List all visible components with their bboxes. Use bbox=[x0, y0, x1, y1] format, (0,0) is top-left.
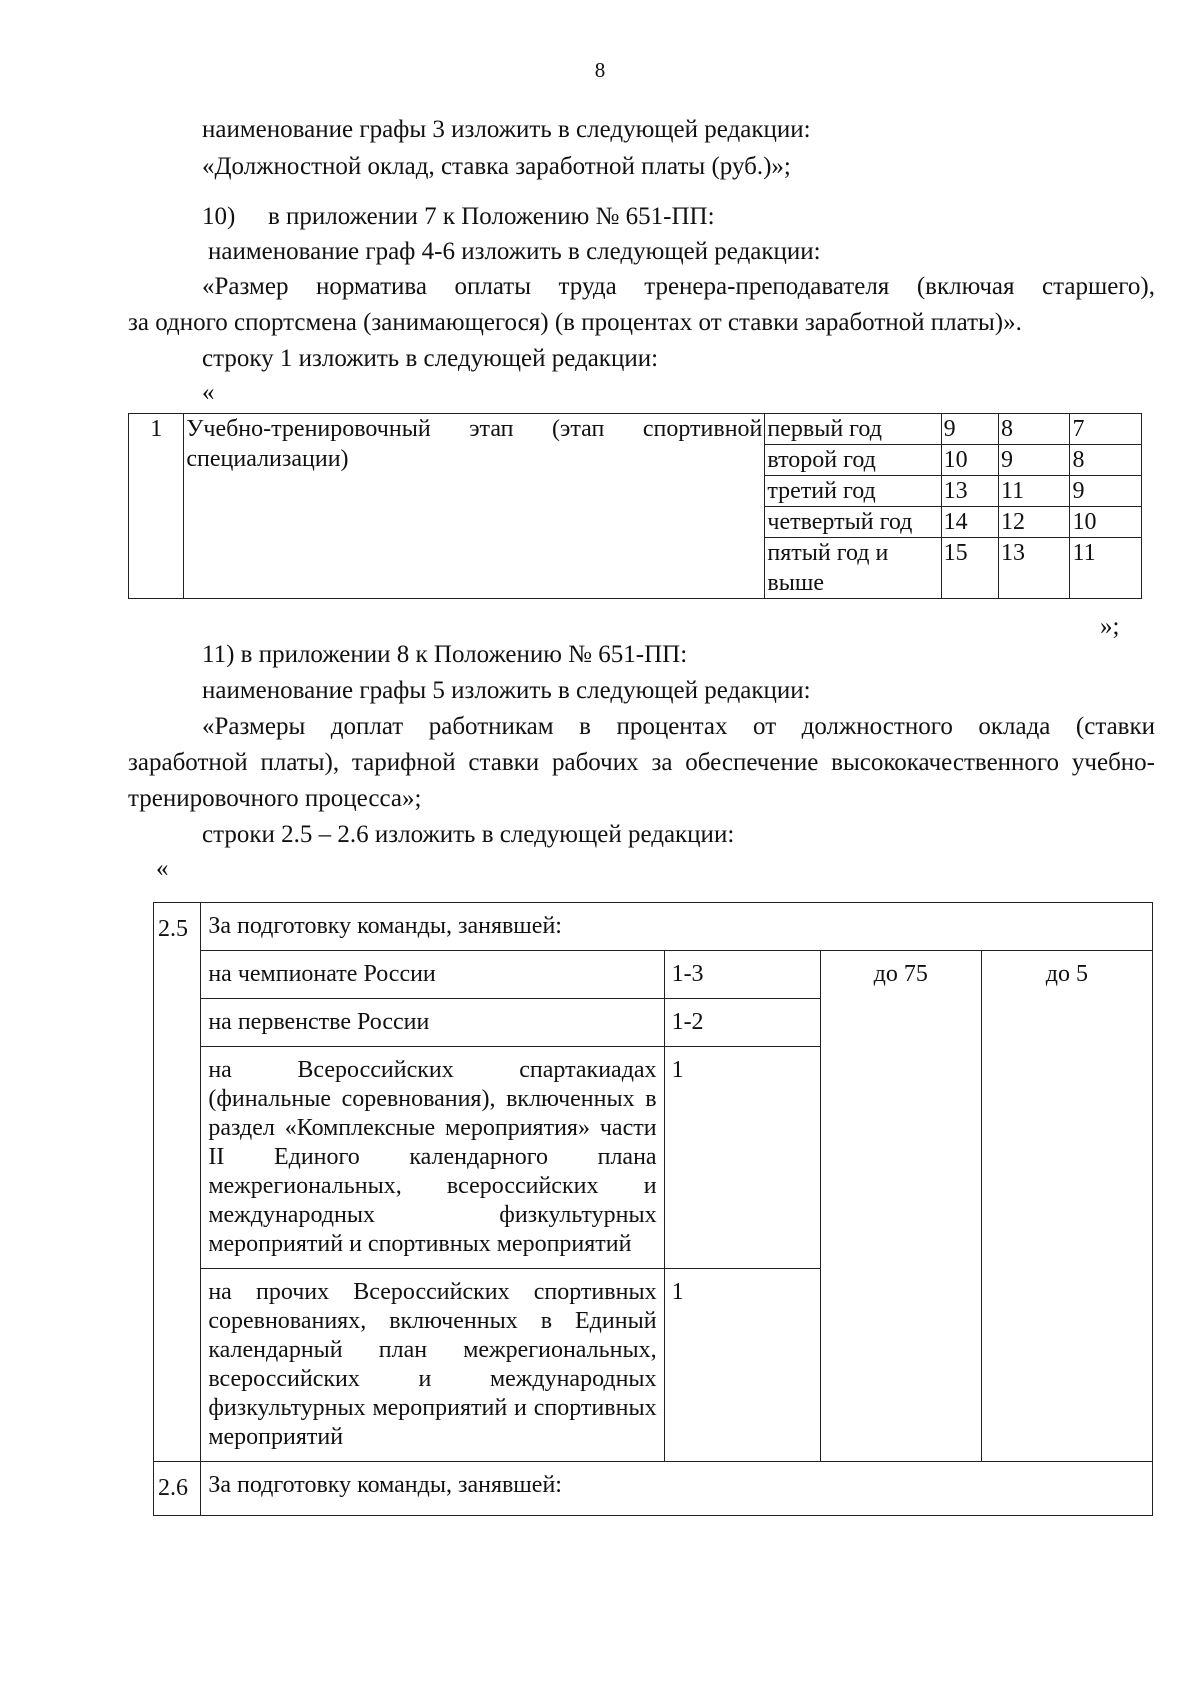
paragraph-norm-line2: за одного спортсмена (занимающегося) (в процентах от ставки заработной платы)». bbox=[128, 309, 1022, 336]
paragraph-column5-title: наименование графы 5 изложить в следующей редакции: bbox=[202, 677, 811, 704]
item-11-text: 11) в приложении 8 к Положению № 651-ПП: bbox=[202, 641, 688, 668]
value-cell: 15 bbox=[941, 538, 998, 599]
year-cell: третий год bbox=[765, 476, 941, 507]
year-cell: второй год bbox=[765, 445, 941, 476]
paragraph-columns-4-6: наименование граф 4-6 изложить в следующей редакции: bbox=[208, 238, 821, 265]
extra-cell: до 5 bbox=[981, 951, 1152, 1462]
row-number: 1 bbox=[129, 414, 184, 599]
item-10-number: 10) bbox=[202, 203, 236, 230]
row-title: За подготовку команды, занявшей: bbox=[201, 903, 1153, 951]
value-cell: 9 bbox=[1070, 476, 1142, 507]
value-cell: 9 bbox=[941, 414, 998, 445]
value-cell: 13 bbox=[998, 538, 1069, 599]
coach-norm-table bbox=[128, 413, 1142, 599]
paragraph-bonus-line2: заработной платы), тарифной ставки рабочих за обеспечение высококачественного учебно- bbox=[128, 749, 1155, 776]
table-row bbox=[154, 951, 1153, 999]
paragraph-bonus-line1: «Размеры доплат работникам в процентах от должностного оклада (ставки bbox=[202, 713, 1155, 740]
value-cell: 14 bbox=[941, 507, 998, 538]
competition-desc: на первенстве России bbox=[201, 999, 664, 1047]
paragraph-column3-title: наименование графы 3 изложить в следующей редакции: bbox=[202, 116, 811, 143]
paragraph-bonus-line3: тренировочного процесса»; bbox=[128, 785, 422, 812]
paragraph-row1: строку 1 изложить в следующей редакции: bbox=[202, 345, 659, 372]
item-10-text: в приложении 7 к Положению № 651-ПП: bbox=[268, 203, 715, 230]
open-quote-2: « bbox=[156, 855, 169, 882]
paragraph-column3-new-name: «Должностной оклад, ставка заработной платы (руб.)»; bbox=[202, 153, 791, 180]
competition-desc: на прочих Всероссийских спортивных соревнованиях, включенных в Единый календарный план межрегиональных, всероссийских и международных физкультурных мероприятий и спортивных мероприятий bbox=[201, 1269, 664, 1462]
row-title: За подготовку команды, занявшей: bbox=[201, 1462, 1153, 1516]
value-cell: 11 bbox=[998, 476, 1069, 507]
value-cell: 13 bbox=[941, 476, 998, 507]
table-row bbox=[154, 1462, 1153, 1516]
stage-name: Учебно-тренировочный этап (этап спортивной специализации) bbox=[184, 414, 765, 599]
year-cell: четвертый год bbox=[765, 507, 941, 538]
page-number: 8 bbox=[594, 58, 606, 82]
paragraph-norm-line1: «Размер норматива оплаты труда тренера-преподавателя (включая старшего), bbox=[202, 273, 1155, 300]
value-cell: 8 bbox=[1070, 445, 1142, 476]
percent-cell: до 75 bbox=[820, 951, 981, 1462]
bonus-table bbox=[153, 902, 1153, 1516]
table-row bbox=[129, 414, 1142, 445]
value-cell: 7 bbox=[1070, 414, 1142, 445]
open-quote-1: « bbox=[202, 379, 215, 406]
value-cell: 11 bbox=[1070, 538, 1142, 599]
value-cell: 12 bbox=[998, 507, 1069, 538]
competition-desc: на чемпионате России bbox=[201, 951, 664, 999]
year-cell: первый год bbox=[765, 414, 941, 445]
place-cell: 1 bbox=[664, 1269, 820, 1462]
row-number: 2.5 bbox=[154, 903, 201, 1462]
year-cell: пятый год и выше bbox=[765, 538, 941, 599]
place-cell: 1-2 bbox=[664, 999, 820, 1047]
value-cell: 10 bbox=[941, 445, 998, 476]
place-cell: 1-3 bbox=[664, 951, 820, 999]
table-row bbox=[154, 903, 1153, 951]
competition-desc: на Всероссийских спартакиадах (финальные соревнования), включенных в раздел «Комплексные мероприятия» части II Единого календарного плана межрегиональных, всероссийских и международных физкультурных мероприятий и спортивных мероприятий bbox=[201, 1047, 664, 1269]
row-number: 2.6 bbox=[154, 1462, 201, 1516]
paragraph-rows-2-5-2-6: строки 2.5 – 2.6 изложить в следующей редакции: bbox=[202, 821, 735, 848]
value-cell: 8 bbox=[998, 414, 1069, 445]
place-cell: 1 bbox=[664, 1047, 820, 1269]
value-cell: 10 bbox=[1070, 507, 1142, 538]
close-quote-1: »; bbox=[1100, 613, 1120, 640]
value-cell: 9 bbox=[998, 445, 1069, 476]
